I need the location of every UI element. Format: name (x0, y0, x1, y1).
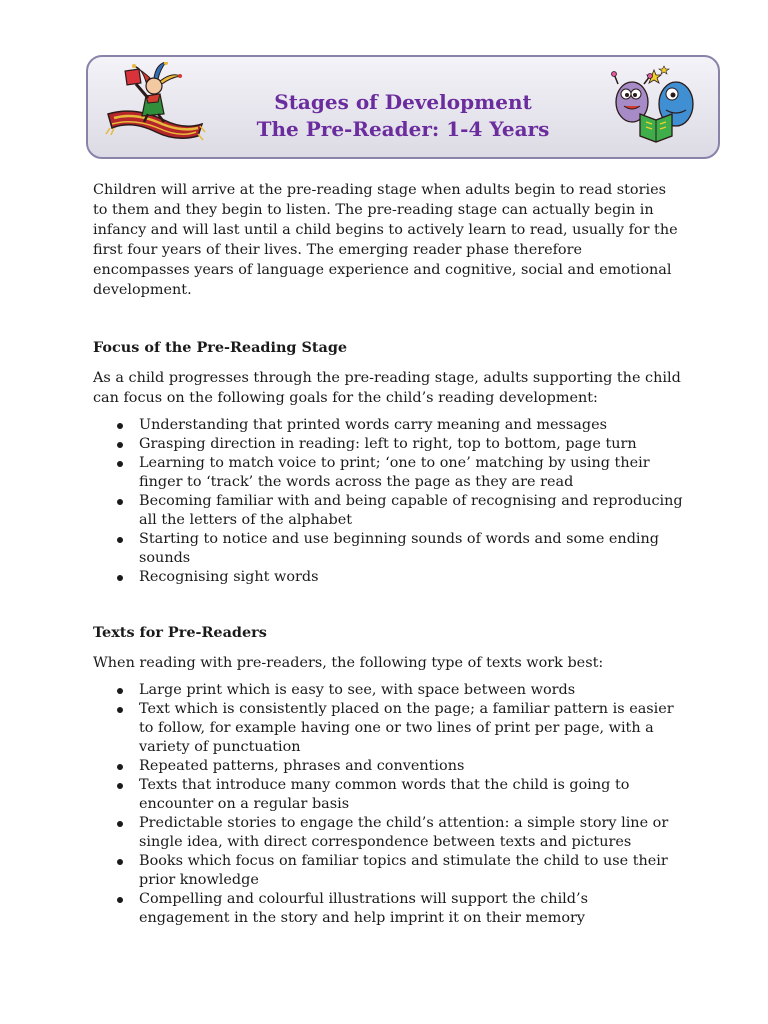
bullet-icon (117, 537, 123, 543)
list-item (93, 568, 683, 587)
bullet-icon (117, 764, 123, 770)
list-item-text: Grasping direction in reading: left to right, top to bottom, page turn (139, 436, 637, 452)
list-item-text: Books which focus on familiar topics and stimulate the child to use their prior knowledge (139, 853, 668, 888)
document-body (93, 180, 683, 928)
texts-intro: When reading with pre-readers, the following type of texts work best: (93, 655, 604, 671)
reading-monsters-icon (610, 64, 700, 144)
list-item (93, 700, 683, 757)
list-item (93, 435, 683, 454)
list-item (93, 454, 683, 492)
list-item-text: Text which is consistently placed on the page; a familiar pattern is easier to follow, for example having one or two lines of print per page, with a variety of punctuation (139, 701, 674, 755)
texts-list (93, 681, 683, 928)
list-item-text: Large print which is easy to see, with space between words (139, 682, 576, 698)
section-spacer (93, 587, 683, 623)
bullet-icon (117, 688, 123, 694)
title-line-1: Stages of Development (274, 90, 532, 114)
list-item-text: Texts that introduce many common words that the child is going to encounter on a regular basis (139, 777, 630, 812)
bullet-icon (117, 707, 123, 713)
list-item (93, 776, 683, 814)
magic-carpet-character-icon (104, 62, 206, 144)
list-item-text: Compelling and colourful illustrations will support the child’s engagement in the story and help imprint it on their memory (139, 891, 588, 926)
list-item (93, 890, 683, 928)
bullet-icon (117, 575, 123, 581)
list-item-text: Predictable stories to engage the child’s attention: a simple story line or single idea, with direct correspondence between texts and pictures (139, 815, 669, 850)
list-item-text: Understanding that printed words carry meaning and messages (139, 417, 607, 433)
bullet-icon (117, 821, 123, 827)
list-item (93, 814, 683, 852)
bullet-icon (117, 442, 123, 448)
bullet-icon (117, 461, 123, 467)
list-item (93, 416, 683, 435)
title-line-2: The Pre-Reader: 1-4 Years (256, 117, 550, 141)
intro-paragraph: Children will arrive at the pre-reading stage when adults begin to read stories to them and they begin to listen. The pre-reading stage can actually begin in infancy and will last until a child begins to actively learn to read, usually for the first four years of their lives. The emerging reader phase therefore encompasses years of language experience and cognitive, social and emotional development. (93, 182, 678, 298)
list-item-text: Becoming familiar with and being capable of recognising and reproducing all the letters of the alphabet (139, 493, 683, 528)
bullet-icon (117, 859, 123, 865)
list-item (93, 852, 683, 890)
list-item-text: Learning to match voice to print; ‘one to one’ matching by using their finger to ‘track’ the words across the page as they are read (139, 455, 650, 490)
list-item-text: Repeated patterns, phrases and conventions (139, 758, 465, 774)
focus-intro: As a child progresses through the pre-reading stage, adults supporting the child can focus on the following goals for the child’s reading development: (93, 370, 681, 406)
list-item (93, 492, 683, 530)
list-item-text: Starting to notice and use beginning sounds of words and some ending sounds (139, 531, 659, 566)
focus-goals-list (93, 416, 683, 587)
focus-heading: Focus of the Pre-Reading Stage (93, 339, 348, 356)
bullet-icon (117, 423, 123, 429)
list-item (93, 757, 683, 776)
list-item (93, 530, 683, 568)
texts-heading: Texts for Pre-Readers (93, 624, 267, 641)
bullet-icon (117, 897, 123, 903)
bullet-icon (117, 783, 123, 789)
list-item-text: Recognising sight words (139, 569, 319, 585)
list-item (93, 681, 683, 700)
bullet-icon (117, 499, 123, 505)
